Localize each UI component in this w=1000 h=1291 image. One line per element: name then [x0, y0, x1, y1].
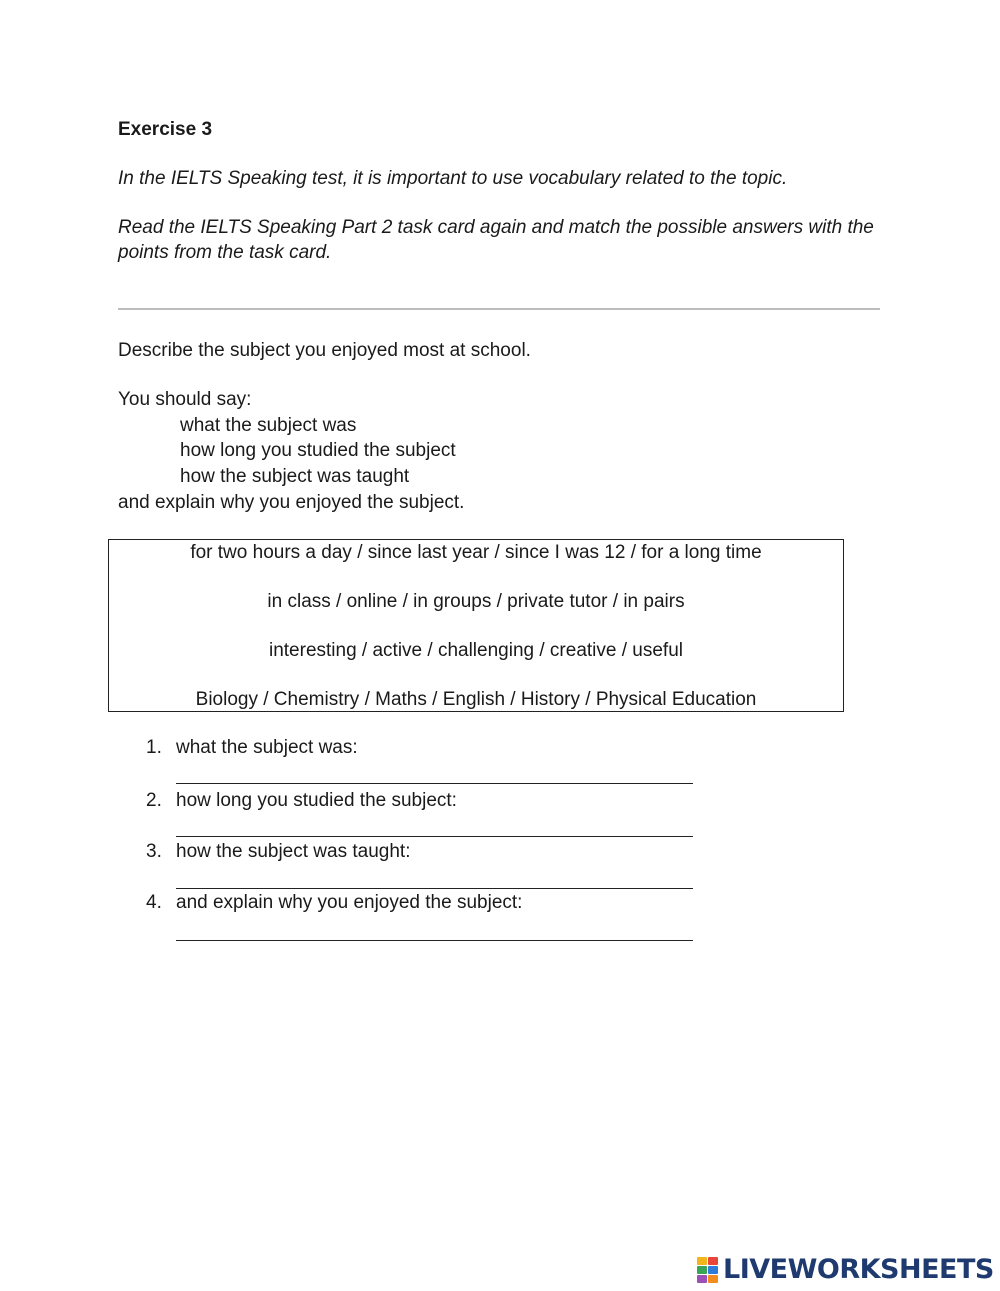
- answer-field[interactable]: [176, 940, 693, 941]
- task-card-prompt: Describe the subject you enjoyed most at school.: [118, 340, 531, 361]
- question-number: 1.: [146, 737, 162, 758]
- answer-field[interactable]: [176, 783, 693, 784]
- logo-block: [708, 1266, 718, 1274]
- question-text: how the subject was taught:: [176, 841, 411, 862]
- liveworksheets-logo: [697, 1255, 994, 1285]
- exercise-title: Exercise 3: [118, 119, 213, 140]
- instruction-text: points from the task card.: [118, 242, 332, 263]
- instruction-text: In the IELTS Speaking test, it is important to use vocabulary related to the topic.: [118, 168, 788, 189]
- task-card-point: how long you studied the subject: [180, 440, 456, 461]
- logo-block: [708, 1275, 718, 1283]
- task-card-point: how the subject was taught: [180, 466, 410, 487]
- logo-block: [697, 1257, 707, 1265]
- vocabulary-line: in class / online / in groups / private tutor / in pairs: [267, 591, 685, 612]
- question-number: 2.: [146, 790, 162, 811]
- vocabulary-line: interesting / active / challenging / creative / useful: [268, 640, 683, 661]
- vocabulary-box: [108, 539, 844, 712]
- section-divider: [118, 308, 880, 310]
- question-text: how long you studied the subject:: [176, 790, 457, 811]
- vocabulary-line: Biology / Chemistry / Maths / English / History / Physical Education: [195, 689, 757, 710]
- question-text: and explain why you enjoyed the subject:: [176, 892, 523, 913]
- task-card-subheading: You should say:: [118, 389, 252, 410]
- task-card-point: and explain why you enjoyed the subject.: [118, 492, 465, 513]
- vocabulary-line: for two hours a day / since last year / since I was 12 / for a long time: [190, 542, 762, 563]
- logo-block: [697, 1266, 707, 1274]
- task-card-point: what the subject was: [180, 415, 357, 436]
- question-number: 4.: [146, 892, 162, 913]
- question-text: what the subject was:: [176, 737, 358, 758]
- logo-block: [708, 1257, 718, 1265]
- logo-block: [697, 1275, 707, 1283]
- question-number: 3.: [146, 841, 162, 862]
- instruction-text: Read the IELTS Speaking Part 2 task card again and match the possible answers with the: [118, 217, 874, 238]
- liveworksheets-blocks-icon: [697, 1257, 719, 1283]
- answer-field[interactable]: [176, 888, 693, 889]
- answer-field[interactable]: [176, 836, 693, 837]
- logo-wordmark: LIVEWORKSHEETS: [723, 1254, 994, 1285]
